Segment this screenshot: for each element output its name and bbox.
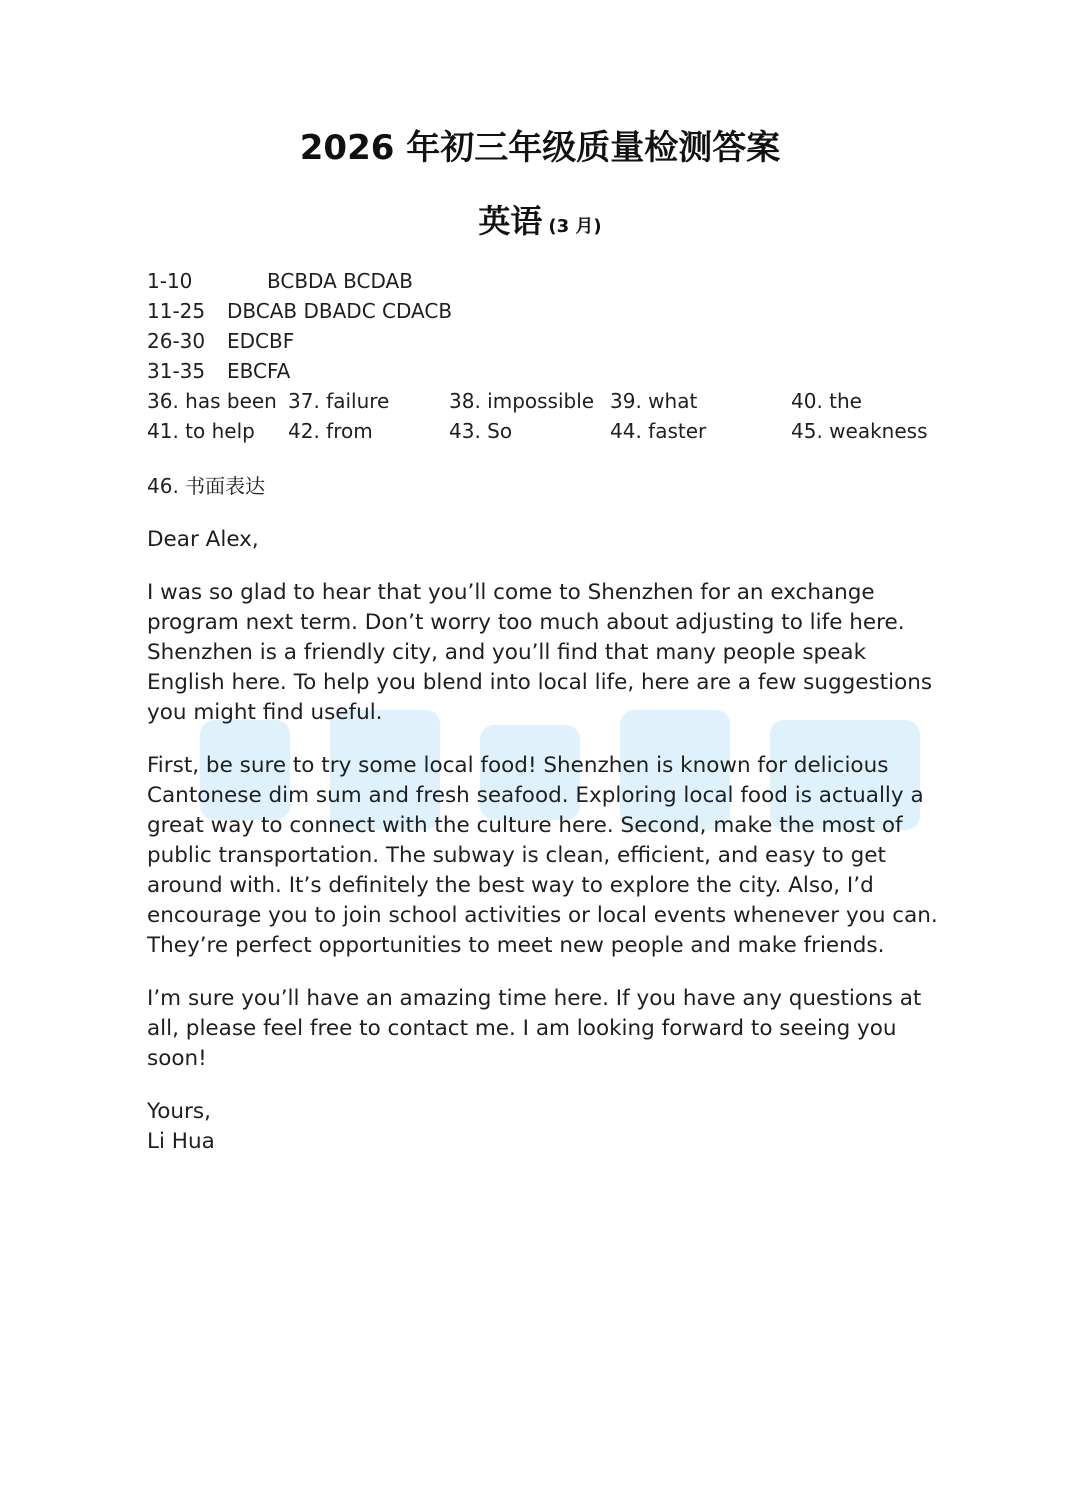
subject-label: 英语: [478, 202, 543, 240]
document-title: 2026 年初三年级质量检测答案: [299, 128, 781, 168]
letter-closing: Yours,: [147, 1099, 211, 1124]
blank-answer: 42. from: [288, 419, 373, 443]
blank-answer: 41. to help: [147, 419, 255, 443]
blank-answer: 38. impossible: [449, 389, 595, 413]
blank-answer: 37. failure: [288, 389, 390, 413]
blank-answers-row: [147, 386, 947, 416]
letter-paragraph: First, be sure to try some local food! Shenzhen is known for delicious Cantonese dim sum and fresh seafood. Exploring local food is actually a great way to connect with the culture here. Second, make the most of public transportation. The subway is clean, efficient, and easy to get around with. It’s definitely the best way to explore the city. Also, I’d encourage you to join school activities or local events whenever you can. They’re perfect opportunities to meet new people and make friends.: [147, 753, 938, 958]
sample-letter: [147, 525, 947, 1157]
answer-letters: EBCFA: [227, 359, 291, 383]
answer-row: [147, 296, 947, 326]
blank-answers-row: [147, 416, 947, 446]
letter-paragraph: I’m sure you’ll have an amazing time here. If you have any questions at all, please feel free to contact me. I am looking forward to seeing you soon!: [147, 986, 922, 1071]
letter-signature: Li Hua: [147, 1129, 215, 1154]
blank-answer: 36. has been: [147, 389, 277, 413]
blank-answer: 45. weakness: [791, 419, 928, 443]
answer-letters: DBCAB DBADC CDACB: [227, 299, 453, 323]
answer-letters: BCBDA BCDAB: [267, 269, 413, 293]
question-range: 1-10: [147, 269, 193, 293]
essay-section-label: 46. 书面表达: [147, 474, 266, 498]
blank-answer: 40. the: [791, 389, 862, 413]
answer-row: [147, 266, 947, 296]
question-range: 26-30: [147, 329, 206, 353]
answer-letters: EDCBF: [227, 329, 295, 353]
document-subtitle: [0, 196, 1080, 242]
answer-row: [147, 326, 947, 356]
question-range: 11-25: [147, 299, 206, 323]
letter-greeting: Dear Alex,: [147, 527, 259, 552]
blank-answer: 39. what: [610, 389, 698, 413]
question-range: 31-35: [147, 359, 206, 383]
month-label: (3 月): [548, 216, 602, 237]
answer-row: [147, 356, 947, 386]
answer-key: [147, 266, 947, 446]
blank-answer: 44. faster: [610, 419, 707, 443]
blank-answer: 43. So: [449, 419, 513, 443]
letter-paragraph: I was so glad to hear that you’ll come to Shenzhen for an exchange program next term. Don’t worry too much about adjusting to life here. Shenzhen is a friendly city, and you’ll find that many people speak English here. To help you blend into local life, here are a few suggestions you might find useful.: [147, 580, 933, 725]
